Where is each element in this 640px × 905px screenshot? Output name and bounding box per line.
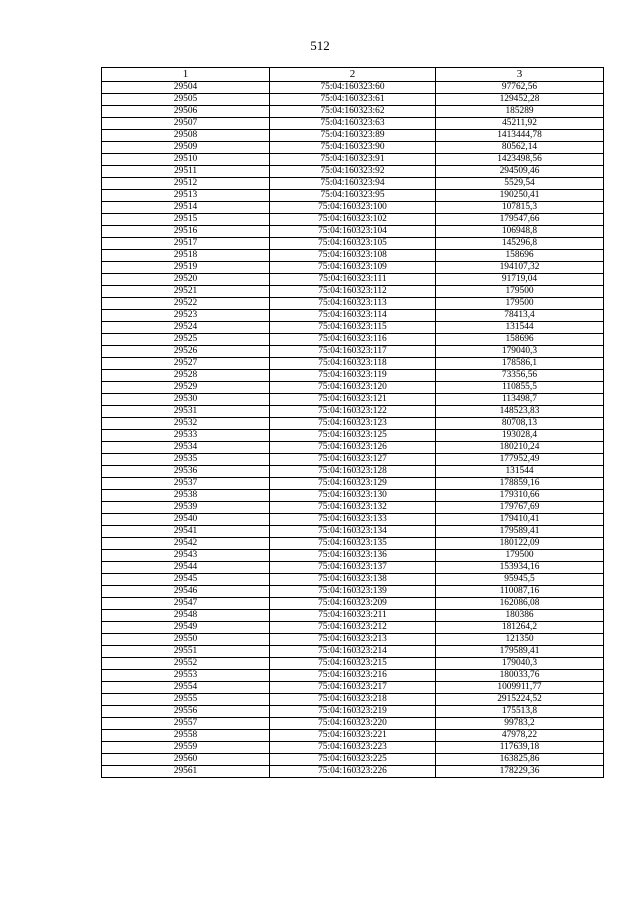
value-cell: 178229,36: [436, 766, 604, 778]
row-number-cell: 29554: [102, 682, 270, 694]
cadastral-number-cell: 75:04:160323:90: [270, 142, 436, 154]
table-row: [102, 742, 604, 754]
value-cell: 129452,28: [436, 94, 604, 106]
cadastral-number-cell: 75:04:160323:62: [270, 106, 436, 118]
row-number-cell: 29545: [102, 574, 270, 586]
table-row: [102, 214, 604, 226]
cadastral-number-cell: 75:04:160323:223: [270, 742, 436, 754]
value-cell: 45211,92: [436, 118, 604, 130]
value-cell: 1423498,56: [436, 154, 604, 166]
value-cell: 47978,22: [436, 730, 604, 742]
row-number-cell: 29515: [102, 214, 270, 226]
page-number: 512: [310, 38, 330, 53]
value-cell: 91719,04: [436, 274, 604, 286]
table-row: [102, 82, 604, 94]
cadastral-number-cell: 75:04:160323:217: [270, 682, 436, 694]
cadastral-number-cell: 75:04:160323:113: [270, 298, 436, 310]
row-number-cell: 29507: [102, 118, 270, 130]
row-number-cell: 29547: [102, 598, 270, 610]
cadastral-number-cell: 75:04:160323:94: [270, 178, 436, 190]
cadastral-number-cell: 75:04:160323:105: [270, 238, 436, 250]
value-cell: 80708,13: [436, 418, 604, 430]
table-row: [102, 442, 604, 454]
table-row: [102, 598, 604, 610]
row-number-cell: 29540: [102, 514, 270, 526]
value-cell: 97762,56: [436, 82, 604, 94]
row-number-cell: 29556: [102, 706, 270, 718]
value-cell: 158696: [436, 334, 604, 346]
row-number-cell: 29555: [102, 694, 270, 706]
table-row: [102, 634, 604, 646]
row-number-cell: 29539: [102, 502, 270, 514]
row-number-cell: 29559: [102, 742, 270, 754]
cadastral-number-cell: 75:04:160323:136: [270, 550, 436, 562]
row-number-cell: 29551: [102, 646, 270, 658]
table-row: [102, 514, 604, 526]
cadastral-number-cell: 75:04:160323:111: [270, 274, 436, 286]
value-cell: 131544: [436, 322, 604, 334]
value-cell: 107815,3: [436, 202, 604, 214]
value-cell: 179310,66: [436, 490, 604, 502]
value-cell: 73356,56: [436, 370, 604, 382]
cadastral-number-cell: 75:04:160323:138: [270, 574, 436, 586]
cadastral-number-cell: 75:04:160323:214: [270, 646, 436, 658]
cadastral-number-cell: 75:04:160323:112: [270, 286, 436, 298]
table-row: [102, 454, 604, 466]
row-number-cell: 29535: [102, 454, 270, 466]
value-cell: 106948,8: [436, 226, 604, 238]
table-row: [102, 94, 604, 106]
table-row: [102, 418, 604, 430]
value-cell: 95945,5: [436, 574, 604, 586]
value-cell: 153934,16: [436, 562, 604, 574]
row-number-cell: 29516: [102, 226, 270, 238]
table-row: [102, 358, 604, 370]
row-number-cell: 29543: [102, 550, 270, 562]
row-number-cell: 29546: [102, 586, 270, 598]
table-row: [102, 682, 604, 694]
row-number-cell: 29521: [102, 286, 270, 298]
row-number-cell: 29504: [102, 82, 270, 94]
table-row: [102, 346, 604, 358]
value-cell: 179500: [436, 550, 604, 562]
value-cell: 78413,4: [436, 310, 604, 322]
cadastral-number-cell: 75:04:160323:121: [270, 394, 436, 406]
table-row: [102, 298, 604, 310]
value-cell: 180033,76: [436, 670, 604, 682]
cadastral-number-cell: 75:04:160323:215: [270, 658, 436, 670]
value-cell: 180210,24: [436, 442, 604, 454]
row-number-cell: 29518: [102, 250, 270, 262]
table-row: [102, 526, 604, 538]
cadastral-number-cell: 75:04:160323:123: [270, 418, 436, 430]
cadastral-number-cell: 75:04:160323:212: [270, 622, 436, 634]
cadastral-number-cell: 75:04:160323:63: [270, 118, 436, 130]
value-cell: 179767,69: [436, 502, 604, 514]
cadastral-number-cell: 75:04:160323:130: [270, 490, 436, 502]
table-row: [102, 142, 604, 154]
value-cell: 180122,09: [436, 538, 604, 550]
table-row: [102, 430, 604, 442]
value-cell: 121350: [436, 634, 604, 646]
cadastral-number-cell: 75:04:160323:122: [270, 406, 436, 418]
row-number-cell: 29557: [102, 718, 270, 730]
row-number-cell: 29537: [102, 478, 270, 490]
cadastral-number-cell: 75:04:160323:221: [270, 730, 436, 742]
row-number-cell: 29526: [102, 346, 270, 358]
table-row: [102, 718, 604, 730]
value-cell: 179547,66: [436, 214, 604, 226]
row-number-cell: 29549: [102, 622, 270, 634]
row-number-cell: 29520: [102, 274, 270, 286]
row-number-cell: 29558: [102, 730, 270, 742]
value-cell: 185289: [436, 106, 604, 118]
cadastral-number-cell: 75:04:160323:104: [270, 226, 436, 238]
table-row: [102, 754, 604, 766]
table-row: [102, 478, 604, 490]
cadastral-number-cell: 75:04:160323:226: [270, 766, 436, 778]
row-number-cell: 29522: [102, 298, 270, 310]
table-row: [102, 154, 604, 166]
cadastral-number-cell: 75:04:160323:92: [270, 166, 436, 178]
table-row: [102, 130, 604, 142]
row-number-cell: 29523: [102, 310, 270, 322]
row-number-cell: 29510: [102, 154, 270, 166]
row-number-cell: 29505: [102, 94, 270, 106]
cadastral-number-cell: 75:04:160323:116: [270, 334, 436, 346]
row-number-cell: 29550: [102, 634, 270, 646]
value-cell: 163825,86: [436, 754, 604, 766]
column-header-3: 3: [436, 68, 604, 82]
table-row: [102, 766, 604, 778]
cadastral-number-cell: 75:04:160323:218: [270, 694, 436, 706]
table-row: [102, 334, 604, 346]
row-number-cell: 29509: [102, 142, 270, 154]
row-number-cell: 29511: [102, 166, 270, 178]
cadastral-number-cell: 75:04:160323:137: [270, 562, 436, 574]
cadastral-number-cell: 75:04:160323:129: [270, 478, 436, 490]
table-row: [102, 670, 604, 682]
row-number-cell: 29533: [102, 430, 270, 442]
row-number-cell: 29514: [102, 202, 270, 214]
row-number-cell: 29553: [102, 670, 270, 682]
row-number-cell: 29529: [102, 382, 270, 394]
row-number-cell: 29560: [102, 754, 270, 766]
value-cell: 180386: [436, 610, 604, 622]
table-body: [102, 82, 604, 778]
table-row: [102, 250, 604, 262]
cadastral-number-cell: 75:04:160323:102: [270, 214, 436, 226]
cadastral-number-cell: 75:04:160323:114: [270, 310, 436, 322]
table-row: [102, 310, 604, 322]
value-cell: 110855,5: [436, 382, 604, 394]
value-cell: 179500: [436, 298, 604, 310]
cadastral-number-cell: 75:04:160323:135: [270, 538, 436, 550]
cadastral-number-cell: 75:04:160323:220: [270, 718, 436, 730]
data-table: [101, 67, 604, 778]
row-number-cell: 29508: [102, 130, 270, 142]
cadastral-number-cell: 75:04:160323:211: [270, 610, 436, 622]
table-row: [102, 202, 604, 214]
table-row: [102, 550, 604, 562]
value-cell: 162086,08: [436, 598, 604, 610]
table-row: [102, 190, 604, 202]
table-row: [102, 286, 604, 298]
table-row: [102, 610, 604, 622]
cadastral-number-cell: 75:04:160323:127: [270, 454, 436, 466]
cadastral-number-cell: 75:04:160323:128: [270, 466, 436, 478]
value-cell: 193028,4: [436, 430, 604, 442]
cadastral-number-cell: 75:04:160323:209: [270, 598, 436, 610]
row-number-cell: 29530: [102, 394, 270, 406]
row-number-cell: 29552: [102, 658, 270, 670]
cadastral-number-cell: 75:04:160323:213: [270, 634, 436, 646]
table-row: [102, 238, 604, 250]
table-row: [102, 274, 604, 286]
cadastral-number-cell: 75:04:160323:117: [270, 346, 436, 358]
table-row: [102, 394, 604, 406]
table-row: [102, 694, 604, 706]
value-cell: 117639,18: [436, 742, 604, 754]
value-cell: 131544: [436, 466, 604, 478]
cadastral-number-cell: 75:04:160323:120: [270, 382, 436, 394]
cadastral-number-cell: 75:04:160323:61: [270, 94, 436, 106]
table-row: [102, 226, 604, 238]
cadastral-number-cell: 75:04:160323:95: [270, 190, 436, 202]
table-row: [102, 706, 604, 718]
table-row: [102, 262, 604, 274]
row-number-cell: 29512: [102, 178, 270, 190]
cadastral-number-cell: 75:04:160323:100: [270, 202, 436, 214]
table-row: [102, 322, 604, 334]
value-cell: 179410,41: [436, 514, 604, 526]
row-number-cell: 29513: [102, 190, 270, 202]
cadastral-number-cell: 75:04:160323:60: [270, 82, 436, 94]
value-cell: 179589,41: [436, 526, 604, 538]
column-header-2: 2: [270, 68, 436, 82]
row-number-cell: 29541: [102, 526, 270, 538]
table-row: [102, 646, 604, 658]
table-row: [102, 730, 604, 742]
table-row: [102, 382, 604, 394]
cadastral-number-cell: 75:04:160323:219: [270, 706, 436, 718]
value-cell: 294509,46: [436, 166, 604, 178]
cadastral-number-cell: 75:04:160323:126: [270, 442, 436, 454]
row-number-cell: 29531: [102, 406, 270, 418]
value-cell: 99783,2: [436, 718, 604, 730]
cadastral-number-cell: 75:04:160323:115: [270, 322, 436, 334]
row-number-cell: 29519: [102, 262, 270, 274]
table-row: [102, 370, 604, 382]
value-cell: 178586,1: [436, 358, 604, 370]
row-number-cell: 29536: [102, 466, 270, 478]
row-number-cell: 29544: [102, 562, 270, 574]
cadastral-number-cell: 75:04:160323:133: [270, 514, 436, 526]
cadastral-number-cell: 75:04:160323:89: [270, 130, 436, 142]
cadastral-number-cell: 75:04:160323:108: [270, 250, 436, 262]
value-cell: 179500: [436, 286, 604, 298]
table-row: [102, 622, 604, 634]
cadastral-number-cell: 75:04:160323:125: [270, 430, 436, 442]
table-row: [102, 490, 604, 502]
table-row: [102, 466, 604, 478]
row-number-cell: 29532: [102, 418, 270, 430]
row-number-cell: 29506: [102, 106, 270, 118]
table-row: [102, 658, 604, 670]
value-cell: 175513,8: [436, 706, 604, 718]
table-row: [102, 562, 604, 574]
cadastral-number-cell: 75:04:160323:119: [270, 370, 436, 382]
cadastral-number-cell: 75:04:160323:91: [270, 154, 436, 166]
value-cell: 177952,49: [436, 454, 604, 466]
cadastral-number-cell: 75:04:160323:118: [270, 358, 436, 370]
value-cell: 145296,8: [436, 238, 604, 250]
cadastral-number-cell: 75:04:160323:109: [270, 262, 436, 274]
row-number-cell: 29528: [102, 370, 270, 382]
table-row: [102, 502, 604, 514]
table-row: [102, 178, 604, 190]
value-cell: 181264,2: [436, 622, 604, 634]
value-cell: 80562,14: [436, 142, 604, 154]
row-number-cell: 29548: [102, 610, 270, 622]
value-cell: 194107,32: [436, 262, 604, 274]
value-cell: 148523,83: [436, 406, 604, 418]
cadastral-number-cell: 75:04:160323:132: [270, 502, 436, 514]
value-cell: 5529,54: [436, 178, 604, 190]
table-header: [102, 68, 604, 82]
value-cell: 158696: [436, 250, 604, 262]
row-number-cell: 29542: [102, 538, 270, 550]
cadastral-number-cell: 75:04:160323:225: [270, 754, 436, 766]
table-row: [102, 538, 604, 550]
header-row: [102, 68, 604, 82]
row-number-cell: 29524: [102, 322, 270, 334]
table-row: [102, 106, 604, 118]
table-row: [102, 166, 604, 178]
cadastral-number-cell: 75:04:160323:216: [270, 670, 436, 682]
cadastral-number-cell: 75:04:160323:139: [270, 586, 436, 598]
row-number-cell: 29517: [102, 238, 270, 250]
value-cell: 110087,16: [436, 586, 604, 598]
cadastral-number-cell: 75:04:160323:134: [270, 526, 436, 538]
value-cell: 1413444,78: [436, 130, 604, 142]
value-cell: 113498,7: [436, 394, 604, 406]
value-cell: 1009911,77: [436, 682, 604, 694]
table-row: [102, 406, 604, 418]
row-number-cell: 29534: [102, 442, 270, 454]
row-number-cell: 29538: [102, 490, 270, 502]
row-number-cell: 29525: [102, 334, 270, 346]
table-row: [102, 118, 604, 130]
table-row: [102, 586, 604, 598]
row-number-cell: 29561: [102, 766, 270, 778]
value-cell: 178859,16: [436, 478, 604, 490]
value-cell: 179040,3: [436, 346, 604, 358]
value-cell: 2915224,52: [436, 694, 604, 706]
value-cell: 179589,41: [436, 646, 604, 658]
row-number-cell: 29527: [102, 358, 270, 370]
value-cell: 179040,3: [436, 658, 604, 670]
column-header-1: 1: [102, 68, 270, 82]
value-cell: 190250,41: [436, 190, 604, 202]
table-row: [102, 574, 604, 586]
